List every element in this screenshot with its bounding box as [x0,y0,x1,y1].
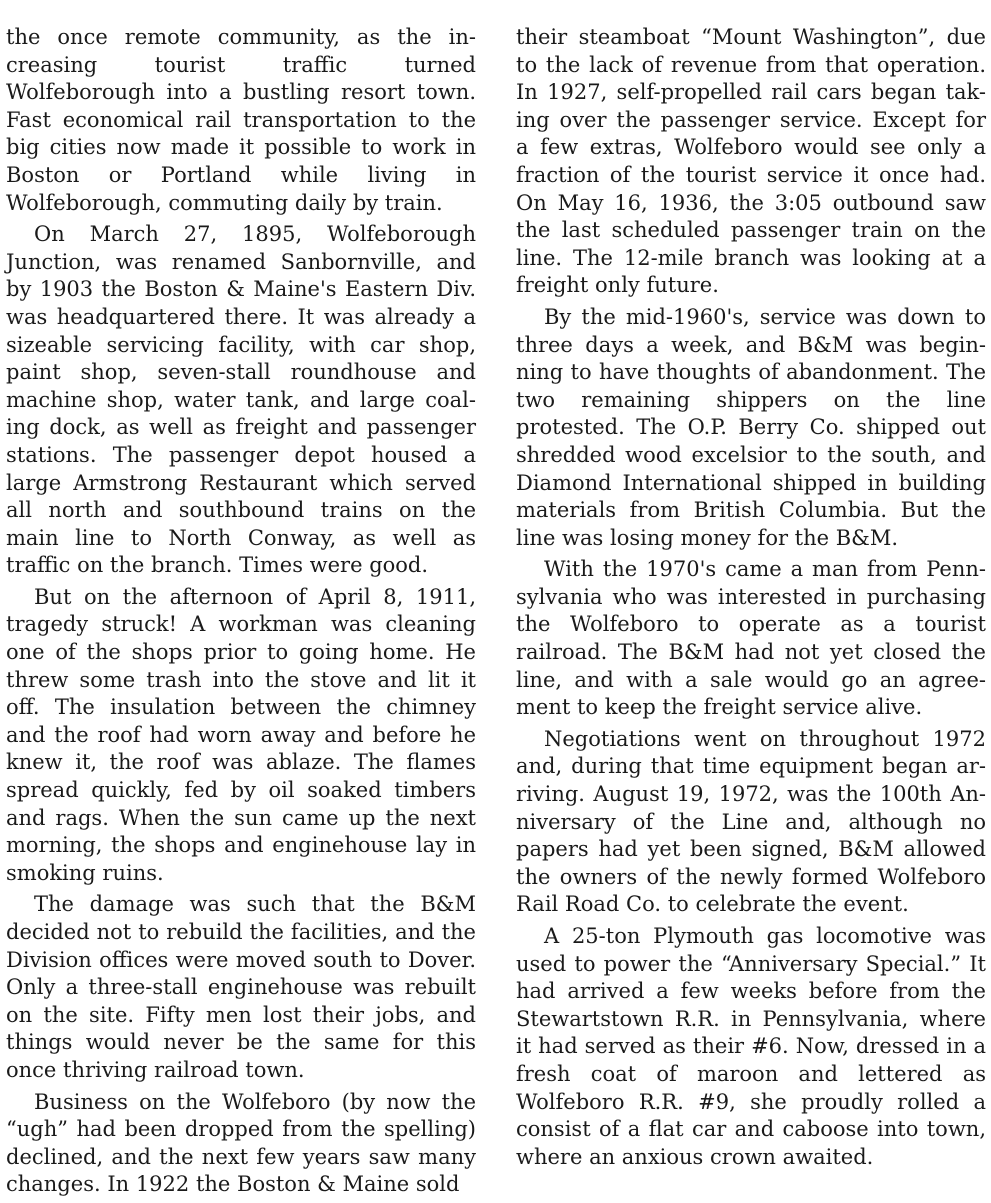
paragraph: Negotiations went on throughout 1972 and, during that time equipment began ar-riving. August 19, 1972, was the 100th An-niversary of the Line and, although no papers had yet been signed, B&M allowed the owners of the newly formed Wolfeboro Rail Road Co. to celebrate the event. [516,726,986,917]
paragraph: The damage was such that the B&M decided not to rebuild the facilities, and the Division offices were moved south to Dover. Only a three-stall enginehouse was rebuilt on the site. Fifty men lost their jobs, and things would never be the same for this once thriving railroad town. [6,892,476,1082]
left-column [6,24,476,1203]
paragraph: the once remote community, as the in-creasing tourist traffic turned Wolfeborough into a bustling resort town. Fast economical rail transportation to the big cities now made it possible to work in Boston or Portland while living in Wolfeborough, commuting daily by train. [6,25,476,215]
paragraph: A 25-ton Plymouth gas locomotive was used to power the “Anniversary Special.” It had arrived a few weeks before from the Stewartstown R.R. in Pennsylvania, where it had served as their #6. Now, dressed in a fresh coat of maroon and lettered as Wolfeboro R.R. #9, she proudly rolled a consist of a flat car and caboose into town, where an anxious crown awaited. [516,924,986,1169]
paragraph: But on the afternoon of April 8, 1911, tragedy struck! A workman was cleaning one of the shops prior to going home. He threw some trash into the stove and lit it off. The insulation between the chimney and the roof had worn away and before he knew it, the roof was ablaze. The flames spread quickly, fed by oil soaked timbers and rags. When the sun came up the next morning, the shops and enginehouse lay in smoking ruins. [6,584,476,885]
paragraph: Business on the Wolfeboro (by now the “ugh” had been dropped from the spelling) declined, and the next few years saw many changes. In 1922 the Boston & Maine sold [6,1089,476,1197]
paragraph: On March 27, 1895, Wolfeborough Junction, was renamed Sanbornville, and by 1903 the Boston & Maine's Eastern Div. was headquartered there. It was already a sizeable servicing facility, with car shop, paint shop, seven-stall roundhouse and machine shop, water tank, and large coal-ing dock, as well as freight and passenger stations. The passenger depot housed a large Armstrong Restaurant which served all north and southbound trains on the main line to North Conway, as well as traffic on the branch. Times were good. [6,222,476,578]
right-column [516,24,986,1175]
paragraph: their steamboat “Mount Washington”, due to the lack of revenue from that operation. In 1927, self-propelled rail cars began tak-ing over the passenger service. Except for a few extras, Wolfeboro would see only a fraction of the tourist service it once had. On May 16, 1936, the 3:05 outbound saw the last scheduled passenger train on the line. The 12-mile branch was looking at a freight only future. [516,25,986,298]
paragraph: By the mid-1960's, service was down to three days a week, and B&M was begin-ning to have thoughts of abandonment. The two remaining shippers on the line protested. The O.P. Berry Co. shipped out shredded wood excelsior to the south, and Diamond International shipped in building materials from British Columbia. But the line was losing money for the B&M. [516,304,986,550]
paragraph: With the 1970's came a man from Penn-sylvania who was interested in purchasing the Wolfeboro to operate as a tourist railroad. The B&M had not yet closed the line, and with a sale would go an agree-ment to keep the freight service alive. [516,557,986,720]
